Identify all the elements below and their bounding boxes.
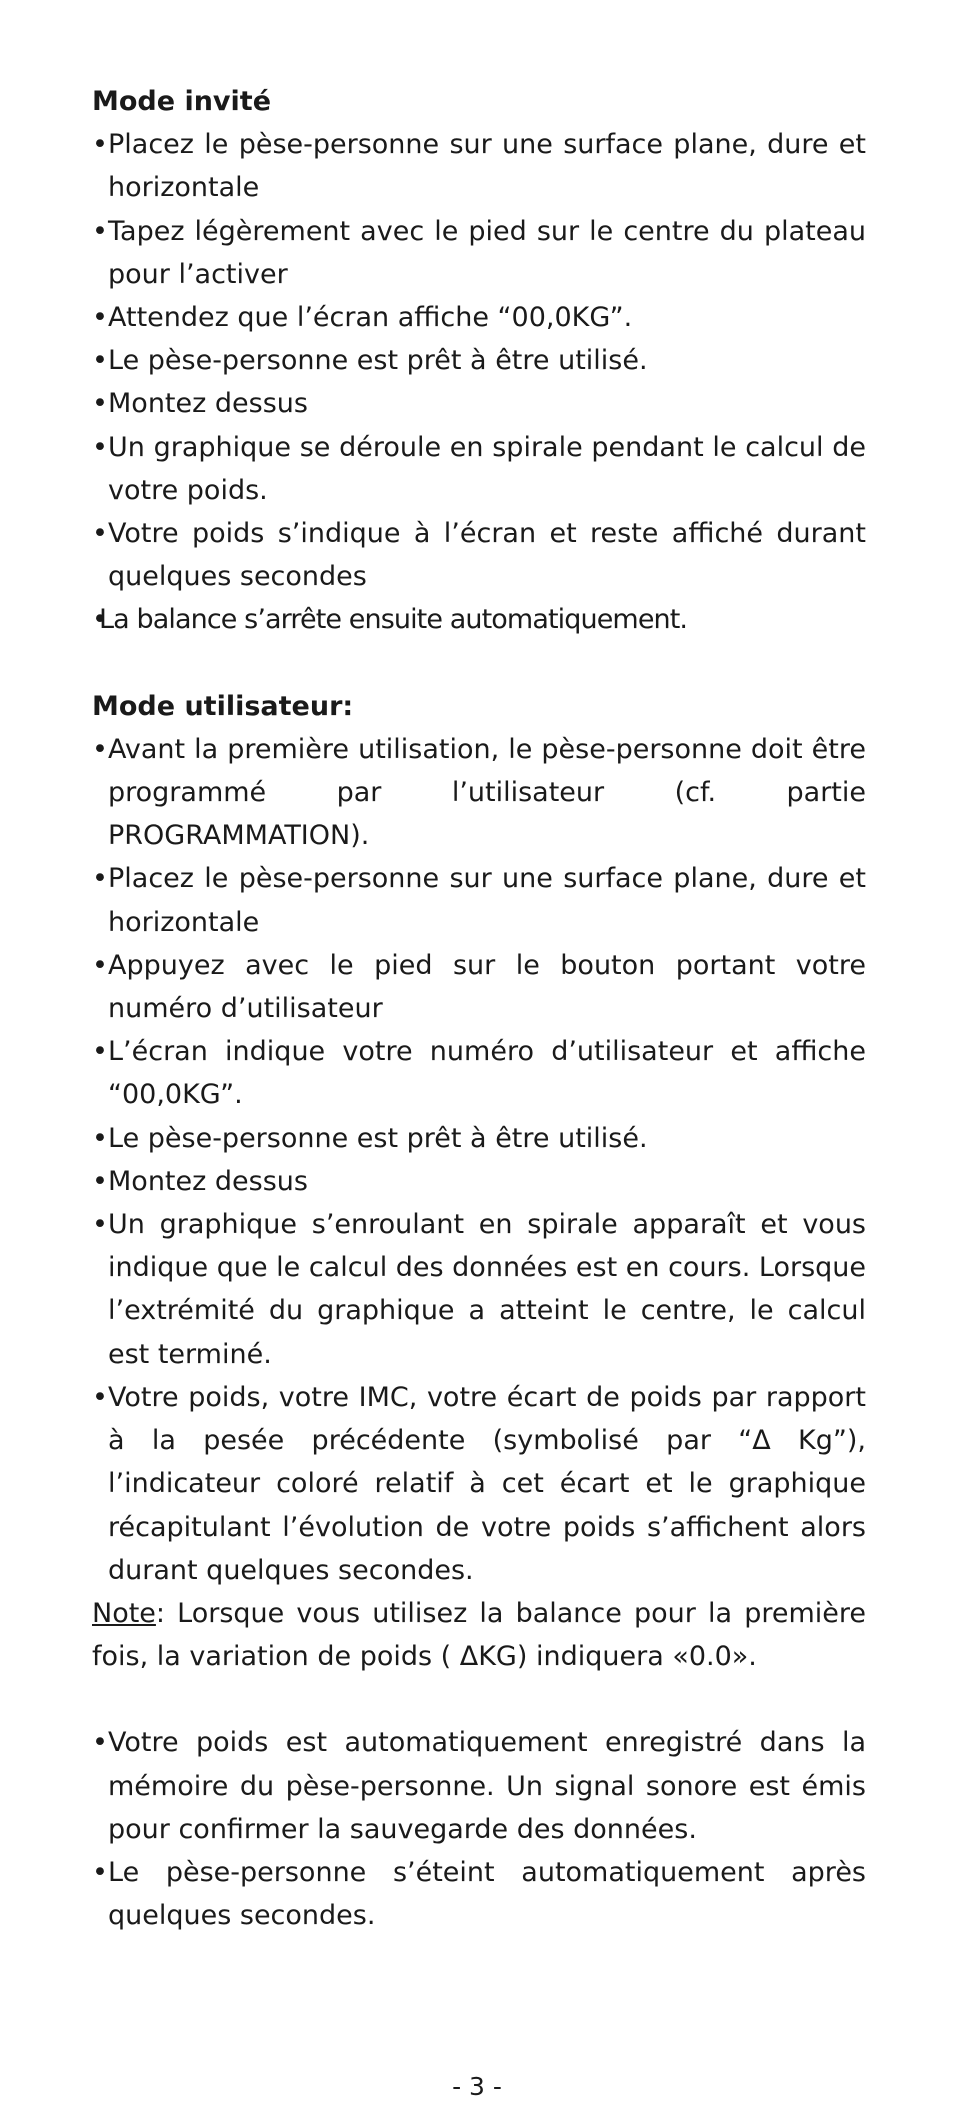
guest-mode-list [92, 123, 866, 641]
note-text: : Lorsque vous utilisez la balance pour la première fois, la variation de poids ( ΔKG) indiquera «0.0». [92, 1597, 866, 1673]
list-item: • Placez le pèse-personne sur une surface plane, dure et horizontale [92, 857, 866, 943]
list-item: • Le pèse-personne est prêt à être utilisé. [92, 1117, 866, 1160]
guest-mode-heading: Mode invité [92, 86, 272, 117]
section-spacer [92, 1678, 866, 1721]
list-item: • Placez le pèse-personne sur une surface plane, dure et horizontale [92, 123, 866, 209]
list-item: • Votre poids est automatiquement enregistré dans la mémoire du pèse-personne. Un signal sonore est émis pour confirmer la sauvegarde des données. [92, 1721, 866, 1851]
guest-mode-section [92, 80, 866, 642]
list-item: • Avant la première utilisation, le pèse-personne doit être programmé par l’utilisateur (cf. partie PROGRAMMATION). [92, 728, 866, 858]
list-item: • Votre poids s’indique à l’écran et reste affiché durant quelques secondes [92, 512, 866, 598]
list-item: • Montez dessus [92, 382, 866, 425]
list-item: • Tapez légèrement avec le pied sur le centre du plateau pour l’activer [92, 210, 866, 296]
user-mode-list [92, 728, 866, 1592]
user-mode-section [92, 685, 866, 1938]
user-mode-list-continued [92, 1721, 866, 1937]
list-item: • L’écran indique votre numéro d’utilisateur et affiche “00,0KG”. [92, 1030, 866, 1116]
section-spacer [92, 642, 866, 685]
note-label: Note [92, 1597, 156, 1629]
list-item: • Le pèse-personne s’éteint automatiquement après quelques secondes. [92, 1851, 866, 1937]
list-item: • Le pèse-personne est prêt à être utilisé. [92, 339, 866, 382]
list-item: • Attendez que l’écran affiche “00,0KG”. [92, 296, 866, 339]
list-item: • La balance s’arrête ensuite automatiquement. [92, 598, 866, 641]
list-item: • Montez dessus [92, 1160, 866, 1203]
note-paragraph [92, 1592, 866, 1678]
list-item: • Un graphique s’enroulant en spirale apparaît et vous indique que le calcul des données est en cours. Lorsque l’extrémité du graphique a atteint le centre, le calcul est terminé. [92, 1203, 866, 1376]
list-item: • Appuyez avec le pied sur le bouton portant votre numéro d’utilisateur [92, 944, 866, 1030]
user-mode-heading: Mode utilisateur: [92, 690, 354, 722]
page-number: - 3 - [452, 2072, 502, 2101]
list-item: • Votre poids, votre IMC, votre écart de poids par rapport à la pesée précédente (symbolisé par “Δ Kg”), l’indicateur coloré relatif à cet écart et le graphique récapitulant l’évolution de votre poids s’affichent alors durant quelques secondes. [92, 1376, 866, 1592]
instructions-page [92, 80, 866, 1937]
list-item: • Un graphique se déroule en spirale pendant le calcul de votre poids. [92, 426, 866, 512]
